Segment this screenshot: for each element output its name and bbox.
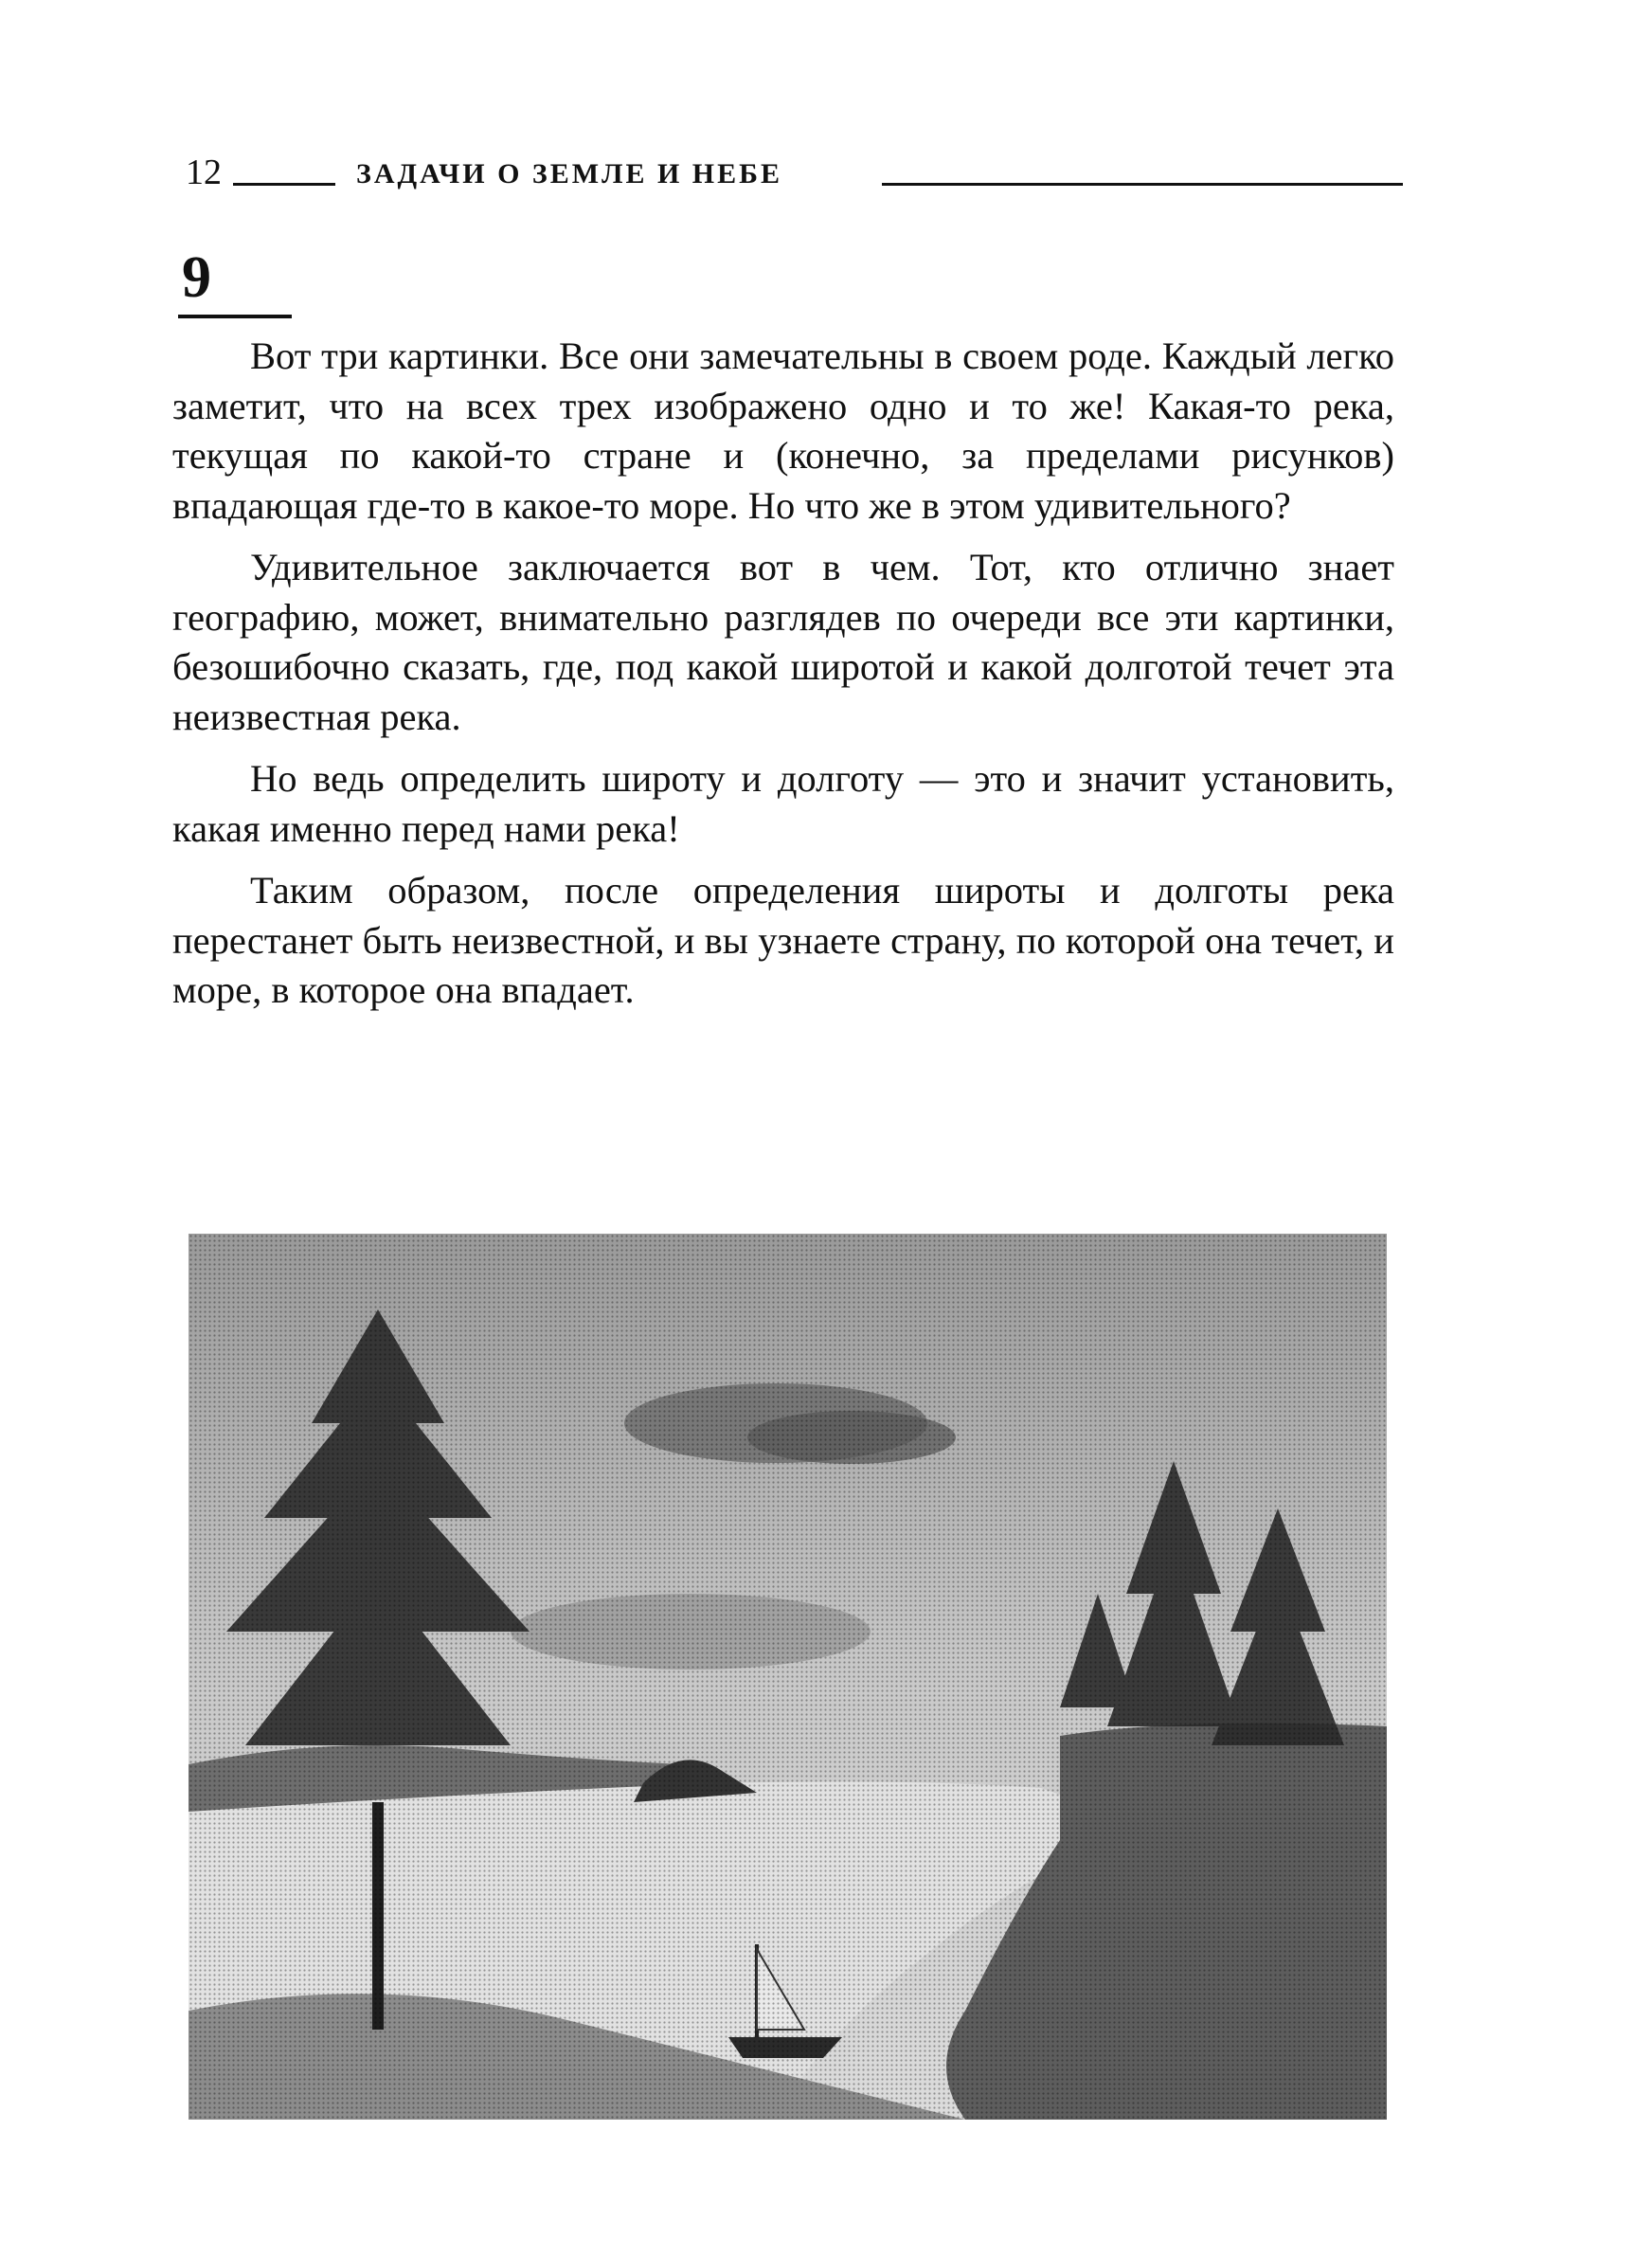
landscape-drawing <box>189 1234 1387 2120</box>
halftone-screen <box>189 1234 1387 2120</box>
paragraph-3: Но ведь определить широту и долготу — это и значит установить, какая именно перед нами река! <box>172 757 1394 850</box>
page-number: 12 <box>186 153 222 192</box>
header-rule-right <box>882 183 1403 186</box>
paragraph-2: Удивительное заключается вот в чем. Тот, кто отлично знает географию, может, внимательно разглядев по очереди все эти картинки, безошибочно сказать, где, под какой широтой и какой долготой течет эта неизвестная река. <box>172 546 1394 738</box>
running-title: ЗАДАЧИ О ЗЕМЛЕ И НЕБЕ <box>356 158 782 190</box>
running-header <box>186 153 1408 191</box>
header-rule-left <box>233 183 335 186</box>
problem-text <box>172 332 1394 1028</box>
paragraph-1: Вот три картинки. Все они замечательны в своем роде. Каждый легко заметит, что на всех трех изображено одно и то же! Какая-то река, текущая по какой-то стране и (конечно, за пределами рисунков) впадающая где-то в какое-то море. Но что же в этом удивительного? <box>172 334 1394 527</box>
problem-number: 9 <box>182 245 211 310</box>
problem-number-rule <box>178 315 292 318</box>
paragraph-4: Таким образом, после определения широты и долготы река перестанет быть неизвестной, и вы узнаете страну, по которой она течет, и море, в которое она впадает. <box>172 869 1394 1011</box>
river-landscape-illustration <box>189 1234 1387 2120</box>
